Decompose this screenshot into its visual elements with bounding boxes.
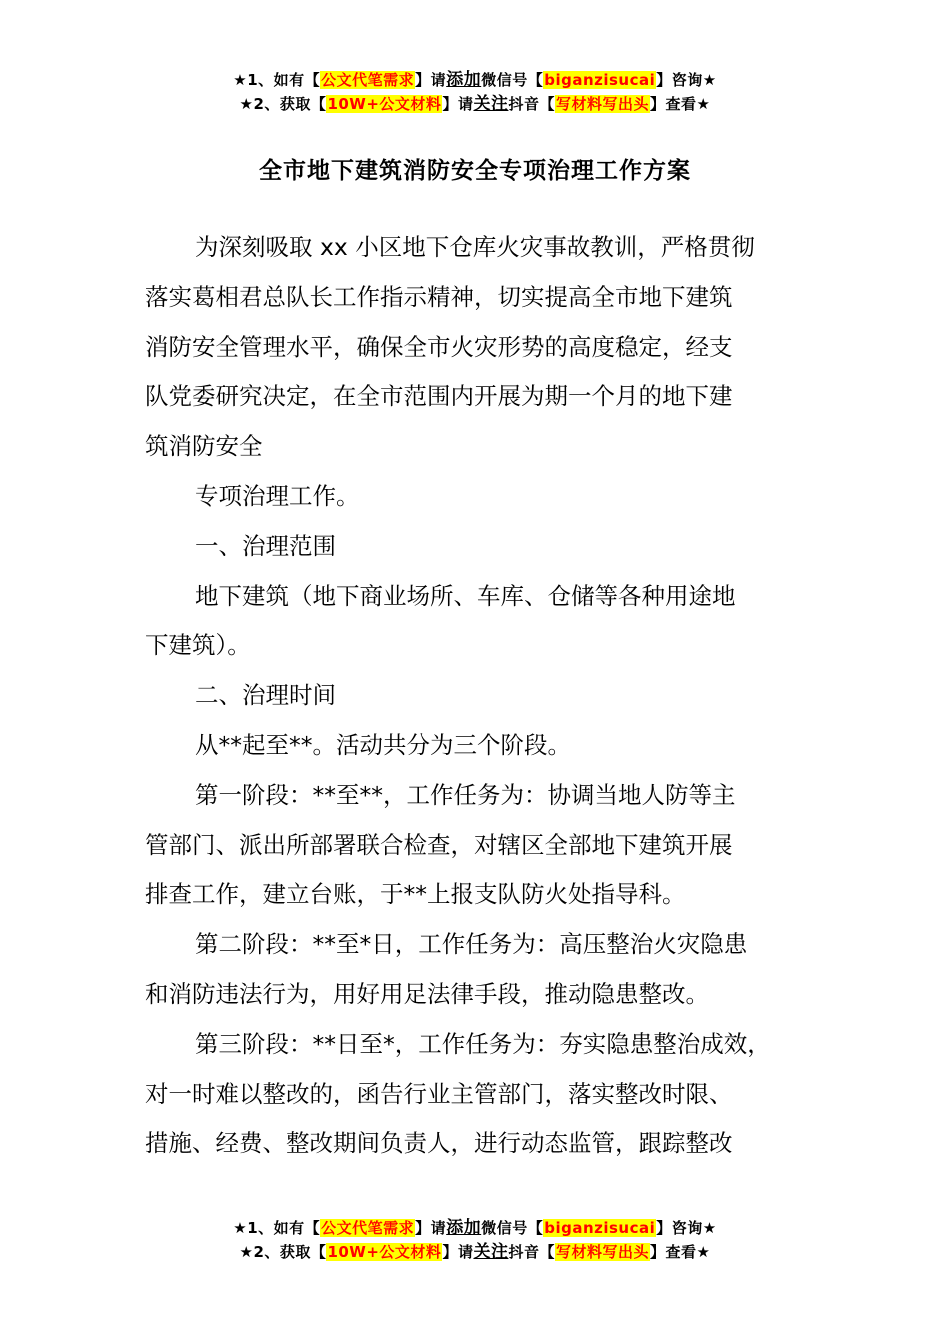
body-line: 一、治理范围 [195, 531, 336, 560]
document-title: 全市地下建筑消防安全专项治理工作方案 [259, 158, 691, 184]
top-banner [0, 68, 950, 116]
banner-line1-suffix: 】咨询★ [656, 1219, 717, 1237]
banner-line1-text: 微信号【 [481, 1219, 544, 1237]
banner-line1-prefix: ★1、如有【 [233, 71, 321, 89]
banner-line-2 [0, 1240, 950, 1264]
banner-service-highlight: 公文代笔需求 [321, 71, 415, 89]
body-line: 专项治理工作。 [195, 481, 360, 510]
body-line: 和消防违法行为，用好用足法律手段，推动隐患整改。 [145, 979, 709, 1008]
body-line: 筑消防安全 [145, 432, 263, 461]
banner-line1-text: 微信号【 [481, 71, 544, 89]
body-line: 落实葛相君总队长工作指示精神，切实提高全市地下建筑 [145, 282, 733, 311]
bottom-banner [0, 1216, 950, 1264]
banner-add-text: 添加 [446, 70, 482, 90]
body-line: 下建筑）。 [145, 631, 251, 660]
body-line: 地下建筑（地下商业场所、车库、仓储等各种用途地 [195, 581, 736, 610]
banner-follow-text: 关注 [473, 94, 509, 114]
banner-line2-text: 抖音【 [508, 95, 555, 113]
banner-line2-prefix: ★2、获取【 [239, 1243, 327, 1261]
banner-line2-suffix: 】查看★ [649, 95, 711, 113]
banner-wechat-id: biganzisucai [544, 71, 656, 89]
body-line: 为深刻吸取 xx 小区地下仓库火灾事故教训，严格贯彻 [195, 233, 755, 261]
banner-materials-highlight: 10W+公文材料 [327, 95, 442, 113]
body-line: 队党委研究决定，在全市范围内开展为期一个月的地下建 [145, 382, 733, 411]
body-line: 第三阶段：**日至*，工作任务为：夯实隐患整治成效， [195, 1029, 771, 1058]
banner-douyin-id: 写材料写出头 [555, 1243, 649, 1261]
banner-line1-text: 】请 [415, 71, 447, 89]
banner-line-2 [0, 92, 950, 116]
banner-douyin-id: 写材料写出头 [555, 95, 649, 113]
banner-add-text: 添加 [446, 1218, 482, 1238]
body-line: 从**起至**。活动共分为三个阶段。 [195, 730, 571, 759]
banner-line2-text: 抖音【 [508, 1243, 555, 1261]
banner-line-1 [0, 68, 950, 92]
banner-service-highlight: 公文代笔需求 [321, 1219, 415, 1237]
banner-line2-text: 】请 [442, 1243, 474, 1261]
body-line: 二、治理时间 [195, 681, 336, 710]
body-line: 第二阶段：**至*日，工作任务为：高压整治火灾隐患 [195, 930, 748, 959]
body-line: 第一阶段：**至**，工作任务为：协调当地人防等主 [195, 780, 736, 809]
banner-materials-highlight: 10W+公文材料 [327, 1243, 442, 1261]
banner-line2-text: 】请 [442, 95, 474, 113]
body-line: 管部门、派出所部署联合检查，对辖区全部地下建筑开展 [145, 830, 733, 859]
body-line: 排查工作，建立台账，于**上报支队防火处指导科。 [145, 880, 686, 909]
document-body [145, 223, 825, 1169]
body-line: 消防安全管理水平，确保全市火灾形势的高度稳定，经支 [145, 332, 733, 361]
banner-line1-text: 】请 [415, 1219, 447, 1237]
banner-line1-suffix: 】咨询★ [656, 71, 717, 89]
banner-line-1 [0, 1216, 950, 1240]
banner-line2-prefix: ★2、获取【 [239, 95, 327, 113]
body-line: 措施、经费、整改期间负责人，进行动态监管，跟踪整改 [145, 1129, 733, 1158]
body-line: 对一时难以整改的，函告行业主管部门，落实整改时限、 [145, 1079, 733, 1108]
banner-line1-prefix: ★1、如有【 [233, 1219, 321, 1237]
banner-wechat-id: biganzisucai [544, 1219, 656, 1237]
banner-line2-suffix: 】查看★ [649, 1243, 711, 1261]
banner-follow-text: 关注 [473, 1242, 509, 1262]
